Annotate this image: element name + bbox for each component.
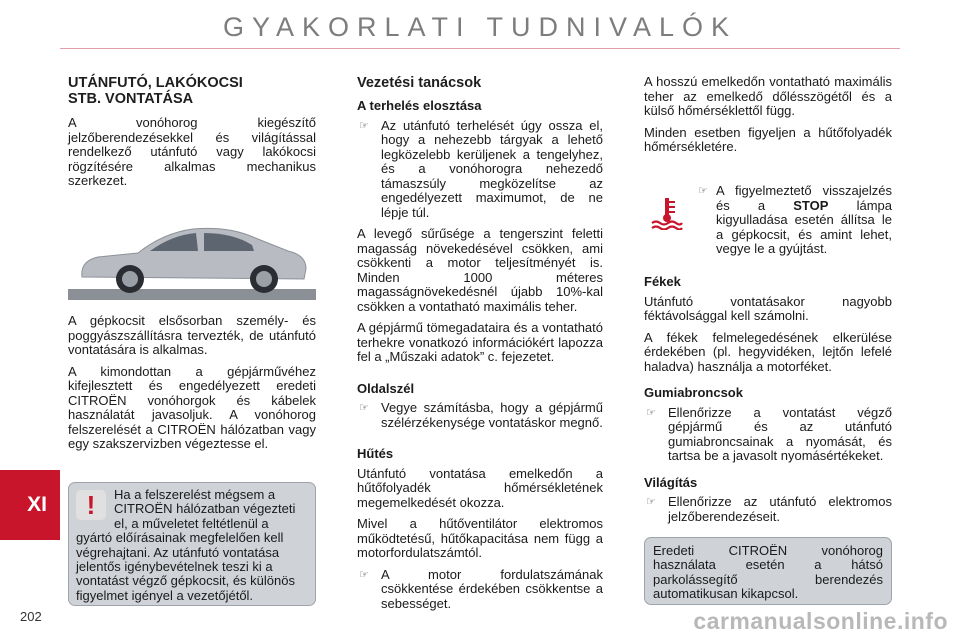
warning-box (68, 482, 316, 606)
paragraph-mass: A gépjármű tömegadataira és a vontatható terhekre vonatkozó információkért lapozza fel a „Műszaki adatok” c. fejezetet. (357, 320, 603, 364)
bullet-wind (357, 401, 603, 430)
column-right-lower (644, 275, 892, 531)
warning-text: Ha a felszerelést mégsem a CITROËN hálózatban végezteti el, a műveletet feltétlenül a gyártó előírásainak megfelelően kell végrehajtani. Az utánfutó vontatása jelentős igénybevételnek teszi ki a vontatást végző gépkocsit, és különös figyelmet igényel a vezetőjétől. (76, 487, 296, 603)
info-box (644, 537, 892, 605)
bullet-wind-text: Vegye számításba, hogy a gépjármű szélérzékenysége vontatáskor megnő. (381, 400, 603, 430)
column-right (644, 75, 892, 162)
paragraph-recommendation: A kimondottan a gépjárművéhez kifejlesztett és engedélyezett eredeti CITROËN vonóhorgok és kábelek használatát javasoljuk. A vonóhorog felszerelését a CITROËN hálózatban vagy egy szakszervizben végeztesse el. (68, 363, 316, 451)
paragraph-coolant: Minden esetben figyeljen a hűtőfolyadék hőmérsékletére. (644, 124, 892, 154)
heading-load: A terhelés elosztása (357, 98, 482, 113)
column-left (68, 75, 316, 196)
paragraph-air: A levegő sűrűsége a tengerszint feletti magasság növekedésével csökken, ami csökkenti a motor teljesítményét is. Minden 1000 méteres magasságnövekedésnél újabb 10%-kal csökken a vontatható maximális teher. (357, 226, 603, 314)
bullet-tyres (644, 406, 892, 464)
driving-tips-title: Vezetési tanácsok (357, 75, 482, 91)
bullet-icon: ☞ (359, 402, 369, 414)
heading-tyres: Gumiabroncsok (644, 385, 743, 400)
bullet-icon: ☞ (359, 119, 369, 132)
paragraph-brakes-2: A fékek felmelegedésének elkerülése érdekében (pl. hegyvidéken, lejtőn lefelé haladva) használja a motorféket. (644, 329, 892, 374)
page-title: GYAKORLATI TUDNIVALÓK (222, 12, 738, 42)
watermark: carmanualsonline.info (693, 608, 948, 634)
heading-wind: Oldalszél (357, 380, 415, 396)
bullet-icon: ☞ (359, 568, 369, 581)
paragraph-brakes-1: Utánfutó vontatásakor nagyobb féktávolsággal kell számolni. (644, 293, 892, 323)
heading-brakes: Fékek (644, 274, 681, 289)
heading-lights: Világítás (644, 474, 698, 490)
bullet-cooling-text: A motor fordulatszámának csökkentése érdekében csökkentse a sebességet. (381, 566, 603, 611)
info-text: Eredeti CITROËN vonóhorog használata esetén a hátsó parkolássegítő berendezés automatikusan kikapcsol. (653, 543, 883, 602)
alert-text-pre: A figyelmeztető visszajelzés és a (716, 183, 892, 213)
bullet-alert (696, 184, 892, 257)
paragraph-cooling-1: Utánfutó vontatása emelkedőn a hűtőfolyadék hőmérsékletének megemelkedését okozza. (357, 465, 603, 510)
car-side-icon (68, 213, 316, 300)
intro-paragraph: A vonóhorog kiegészítő jelzőberendezésekkel és világítással rendelkező utánfutó vagy lakókocsi rögzítésére alkalmas mechanikus szerkezet. (68, 115, 316, 188)
paragraph-cooling-2: Mivel a hűtőventilátor elektromos működtetésű, hűtőkapacitása nem függ a motorfordulatszámtól. (357, 516, 603, 560)
page-header (0, 0, 960, 52)
warning-icon: ! (76, 490, 106, 520)
alert-note (696, 184, 892, 264)
paragraph-usage: A gépkocsit elsősorban személy- és poggyászszállításra tervezték, de utánfutó vontatására is alkalmas. (68, 313, 316, 357)
section-title (68, 75, 316, 107)
coolant-temperature-icon (650, 196, 684, 230)
bullet-icon: ☞ (646, 496, 656, 508)
heading-cooling: Hűtés (357, 446, 394, 461)
section-title-line1: UTÁNFUTÓ, LAKÓKOCSI (68, 75, 243, 91)
bullet-tyres-text: Ellenőrizze a vontatást végző gépjármű és az utánfutó gumiabroncsainak a nyomását, és tartsa be a javasolt nyomásértékeket. (668, 404, 892, 463)
page-number: 202 (20, 609, 42, 624)
bullet-cooling (357, 568, 603, 612)
stop-label: STOP (793, 197, 829, 213)
paragraph-gradient: A hosszú emelkedőn vontatható maximális teher az emelkedő dőlésszögétől és a külső hőmérséklettől függ. (644, 74, 892, 118)
alert-text-post: lámpa kigyulladása esetén állítsa le a gépkocsit, és amint lehet, vegye le a gyújtást. (716, 197, 892, 256)
column-middle (357, 75, 603, 618)
bullet-lights (644, 495, 892, 524)
bullet-lights-text: Ellenőrizze az utánfutó elektromos jelzőberendezéseit. (668, 494, 892, 524)
bullet-icon: ☞ (646, 406, 656, 419)
column-left-body (68, 314, 316, 459)
bullet-icon: ☞ (698, 185, 708, 197)
bullet-load-text: Az utánfutó terhelését úgy ossza el, hogy a nehezebb tárgyak a lehető legközelebb kerüljenek a tengelyhez, és a vonóhorogra nehezedő támaszsúly megközelítse az engedélyezett maximumot, de ne lépje túl. (381, 117, 603, 220)
bullet-load (357, 119, 603, 221)
section-title-line2: STB. VONTATÁSA (68, 91, 194, 107)
chapter-badge: XI (14, 492, 60, 518)
header-divider (60, 48, 900, 49)
